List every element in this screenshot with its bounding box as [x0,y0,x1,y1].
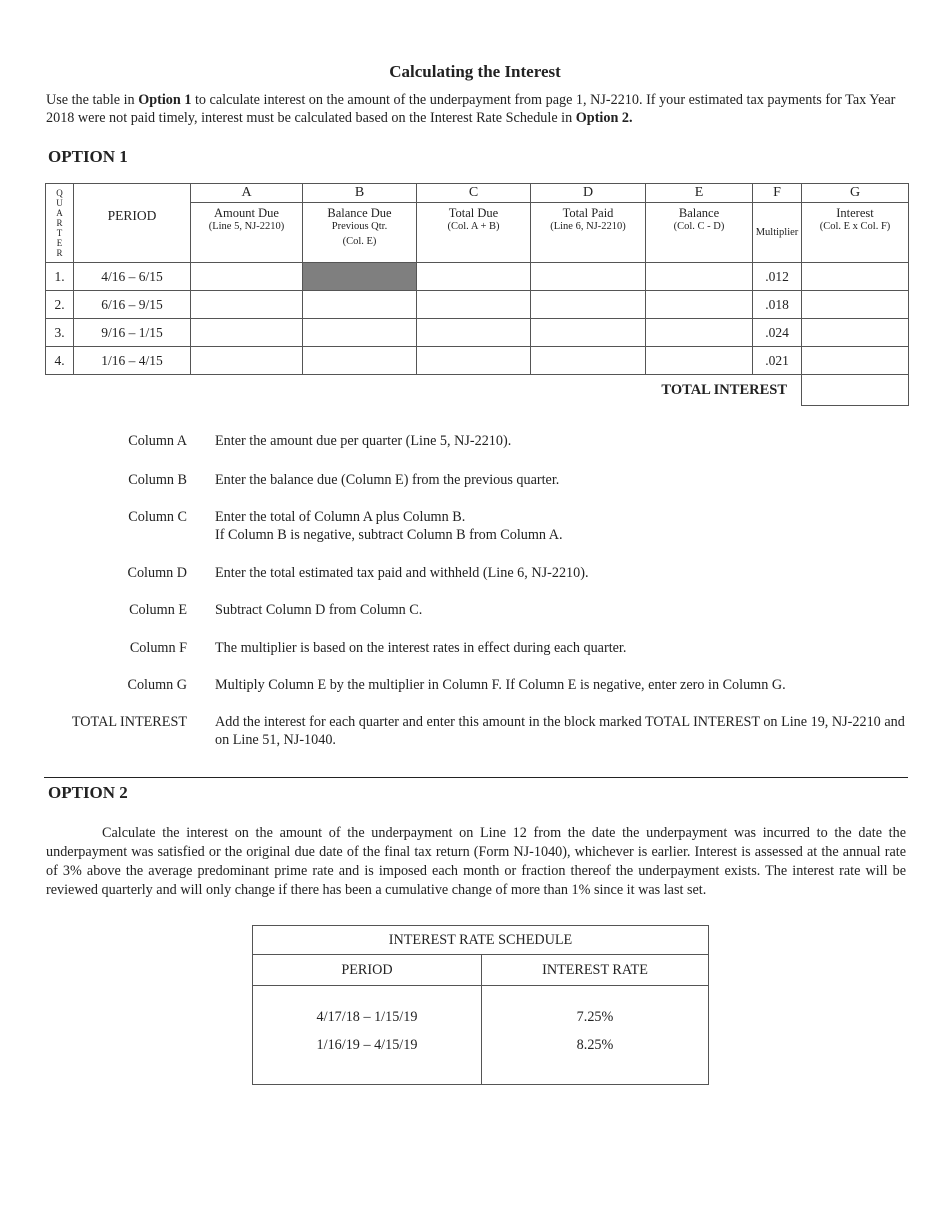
cell-d[interactable] [531,263,646,291]
cell-a[interactable] [191,291,303,319]
col-header-g: Interest (Col. E x Col. F) [802,203,909,263]
col-letter-f: F [753,184,802,203]
cell-b[interactable] [303,319,417,347]
intro-text-2: to calculate interest on the amount of the underpayment from page 1, NJ-2210. If your estimated tax payments for Tax Year 2018 were not paid timely, interest must be calculated based on the Interest Rate Schedule in [46,92,896,126]
cell-c[interactable] [417,263,531,291]
cell-c[interactable] [417,319,531,347]
row-period: 9/16 – 1/15 [74,319,191,347]
instruction-label: Column F [129,640,187,656]
table-row [46,319,909,347]
schedule-period-header: PERIOD [253,955,482,986]
cell-d[interactable] [531,291,646,319]
instruction-label: Column C [128,509,187,525]
instruction-text: Multiply Column E by the multiplier in Column F. If Column E is negative, enter zero in Column G. [215,677,786,693]
quarter-header: Q U A R T E R [46,184,74,263]
cell-multiplier: .024 [753,319,802,347]
cell-multiplier: .021 [753,347,802,375]
schedule-title: INTEREST RATE SCHEDULE [253,926,709,955]
cell-a[interactable] [191,319,303,347]
col-letter-d: D [531,184,646,203]
col-header-d: Total Paid (Line 6, NJ-2210) [531,203,646,263]
option1-heading: OPTION 1 [48,147,128,166]
cell-d[interactable] [531,319,646,347]
instruction-label: Column A [128,433,187,449]
period-header: PERIOD [74,184,191,263]
instruction-label: Column G [127,677,187,693]
row-period: 1/16 – 4/15 [74,347,191,375]
cell-d[interactable] [531,347,646,375]
table-row [46,291,909,319]
total-interest-box[interactable] [802,375,909,406]
col-header-f: Multiplier [753,203,802,263]
col-letter-g: G [802,184,909,203]
option2-paragraph: Calculate the interest on the amount of the underpayment on Line 12 from the date the underpayment was incurred to the date the underpayment was satisfied or the original due date of the final tax return (Form NJ-1040), whichever is earlier. Interest is assessed at the annual rate of 3% above the average predominant prime rate and is imposed each month or fraction thereof the underpayment exists. The interest rate will be reviewed quarterly and will only change if there has been a cumulative change of more than 1% since it was last set. [46,825,906,898]
row-period: 4/16 – 6/15 [74,263,191,291]
cell-b[interactable] [303,347,417,375]
cell-multiplier: .012 [753,263,802,291]
instruction-label: Column D [127,565,187,581]
cell-c[interactable] [417,347,531,375]
instruction-text: Enter the total of Column A plus Column B. If Column B is negative, subtract Column B from Column A. [215,509,563,543]
section-divider [44,777,908,778]
cell-b-shaded [303,263,417,291]
instruction-text: Enter the amount due per quarter (Line 5, NJ-2210). [215,433,512,449]
cell-e[interactable] [646,291,753,319]
col-letter-b: B [303,184,417,203]
cell-e[interactable] [646,347,753,375]
row-number: 4. [46,347,74,375]
intro-text-1: Use the table in [46,92,139,108]
col-header-c: Total Due (Col. A + B) [417,203,531,263]
page-title: Calculating the Interest [389,62,561,81]
instruction-label: Column E [129,602,187,618]
instruction-text: Add the interest for each quarter and enter this amount in the block marked TOTAL INTEREST on Line 19, NJ-2210 and on Line 51, NJ-1040. [215,714,905,748]
row-number: 3. [46,319,74,347]
schedule-rates: 7.25% 8.25% [482,986,709,1085]
col-letter-a: A [191,184,303,203]
cell-e[interactable] [646,263,753,291]
cell-a[interactable] [191,263,303,291]
cell-multiplier: .018 [753,291,802,319]
instruction-text: Enter the total estimated tax paid and withheld (Line 6, NJ-2210). [215,565,589,581]
cell-g[interactable] [802,347,909,375]
schedule-periods: 4/17/18 – 1/15/19 1/16/19 – 4/15/19 [253,986,482,1085]
instruction-text: The multiplier is based on the interest rates in effect during each quarter. [215,640,627,656]
intro-paragraph [46,91,908,127]
instruction-text: Subtract Column D from Column C. [215,602,423,618]
schedule-rate-header: INTEREST RATE [482,955,709,986]
total-interest-label: TOTAL INTEREST [661,381,787,398]
cell-a[interactable] [191,347,303,375]
row-period: 6/16 – 9/15 [74,291,191,319]
cell-c[interactable] [417,291,531,319]
col-letter-c: C [417,184,531,203]
intro-bold-option1: Option 1 [138,92,192,108]
cell-b[interactable] [303,291,417,319]
cell-e[interactable] [646,319,753,347]
cell-g[interactable] [802,319,909,347]
cell-g[interactable] [802,291,909,319]
instruction-label: TOTAL INTEREST [71,714,187,730]
col-header-b: Balance Due Previous Qtr. (Col. E) [303,203,417,263]
col-letter-e: E [646,184,753,203]
row-number: 1. [46,263,74,291]
option2-heading: OPTION 2 [48,783,128,802]
option1-table [45,183,909,406]
instruction-label: Column B [128,472,187,488]
instruction-text: Enter the balance due (Column E) from the previous quarter. [215,472,560,488]
intro-bold-option2: Option 2. [575,110,633,126]
row-number: 2. [46,291,74,319]
interest-rate-schedule [252,925,709,1085]
table-row [46,347,909,375]
table-row [46,263,909,291]
col-header-e: Balance (Col. C - D) [646,203,753,263]
cell-g[interactable] [802,263,909,291]
col-header-a: Amount Due (Line 5, NJ-2210) [191,203,303,263]
